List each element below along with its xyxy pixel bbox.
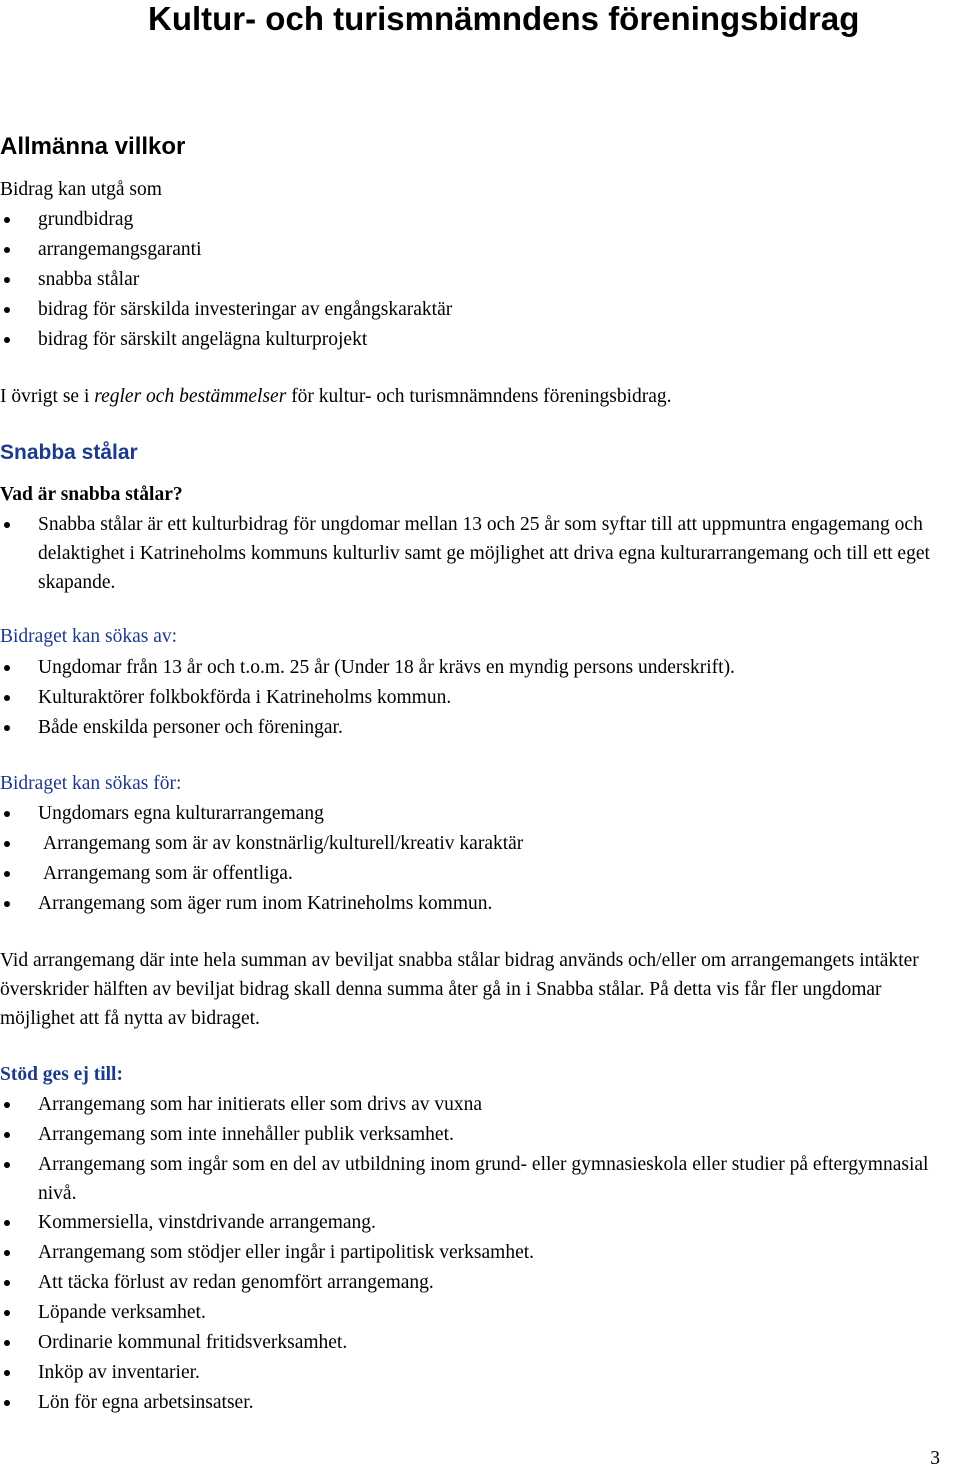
what-list: [0, 510, 960, 597]
what-heading: Vad är snabba stålar?: [0, 484, 183, 505]
what-description: Snabba stålar är ett kulturbidrag för ungdomar mellan 13 och 25 år som syftar till att uppmuntra engagemang och delaktighet i Katrineholms kommuns kulturliv samt ge möjlighet att driva egna kulturarrangemang och till ett eget skapande.: [0, 510, 958, 597]
list-item: Ungdomars egna kulturarrangemang: [0, 799, 960, 829]
list-item: Ordinarie kommunal fritidsverksamhet.: [0, 1328, 960, 1358]
list-item: Arrangemang som äger rum inom Katrineholms kommun.: [0, 889, 960, 919]
section-heading-snabba: Snabba stålar: [0, 441, 138, 464]
list-item: bidrag för särskilda investeringar av engångskaraktär: [0, 295, 960, 325]
list-item: Arrangemang som är av konstnärlig/kulturell/kreativ karaktär: [0, 829, 960, 859]
list-item: Arrangemang som har initierats eller som drivs av vuxna: [0, 1090, 960, 1120]
list-item: Att täcka förlust av redan genomfört arrangemang.: [0, 1268, 960, 1298]
not-list: [0, 1090, 960, 1418]
section-heading-villkor: Allmänna villkor: [0, 133, 186, 160]
list-item: Både enskilda personer och föreningar.: [0, 713, 960, 743]
list-item: arrangemangsgaranti: [0, 235, 960, 265]
not-heading: Stöd ges ej till:: [0, 1064, 123, 1085]
list-item: bidrag för särskilt angelägna kulturprojekt: [0, 325, 960, 355]
note-text-post: för kultur- och turismnämndens föreningsbidrag.: [286, 386, 672, 407]
for-heading: Bidraget kan sökas för:: [0, 773, 182, 794]
villkor-list: [0, 205, 960, 355]
note-text-pre: I övrigt se i: [0, 386, 95, 407]
who-list: [0, 653, 960, 743]
list-item: Arrangemang som ingår som en del av utbildning inom grund- eller gymnasieskola eller studier på eftergymnasial nivå.: [0, 1150, 938, 1208]
list-item: Kulturaktörer folkbokförda i Katrineholms kommun.: [0, 683, 960, 713]
note-reference: regler och bestämmelser: [94, 386, 287, 407]
list-item: Inköp av inventarier.: [0, 1358, 960, 1388]
list-item: Löpande verksamhet.: [0, 1298, 960, 1328]
page-title: Kultur- och turismnämndens föreningsbidrag: [148, 0, 860, 37]
villkor-note: [0, 382, 672, 412]
villkor-intro: Bidrag kan utgå som: [0, 179, 162, 200]
list-item: Arrangemang som stödjer eller ingår i partipolitisk verksamhet.: [0, 1238, 960, 1268]
list-item: Lön för egna arbetsinsatser.: [0, 1388, 960, 1418]
list-item: grundbidrag: [0, 205, 960, 235]
for-list: [0, 799, 960, 919]
list-item: Arrangemang som inte innehåller publik verksamhet.: [0, 1120, 960, 1150]
page-number: 3: [930, 1448, 940, 1469]
list-item: Ungdomar från 13 år och t.o.m. 25 år (Under 18 år krävs en myndig persons underskrift).: [0, 653, 960, 683]
list-item: Arrangemang som är offentliga.: [0, 859, 960, 889]
list-item: Kommersiella, vinstdrivande arrangemang.: [0, 1208, 960, 1238]
list-item: snabba stålar: [0, 265, 960, 295]
who-heading: Bidraget kan sökas av:: [0, 626, 178, 647]
rules-paragraph: Vid arrangemang där inte hela summan av beviljat snabba stålar bidrag används och/eller om arrangemangets intäkter överskrider hälften av beviljat bidrag skall denna summa åter gå in i Snabba stålar. På detta vis får fler ungdomar möjlighet att få nytta av bidraget.: [0, 950, 919, 1029]
